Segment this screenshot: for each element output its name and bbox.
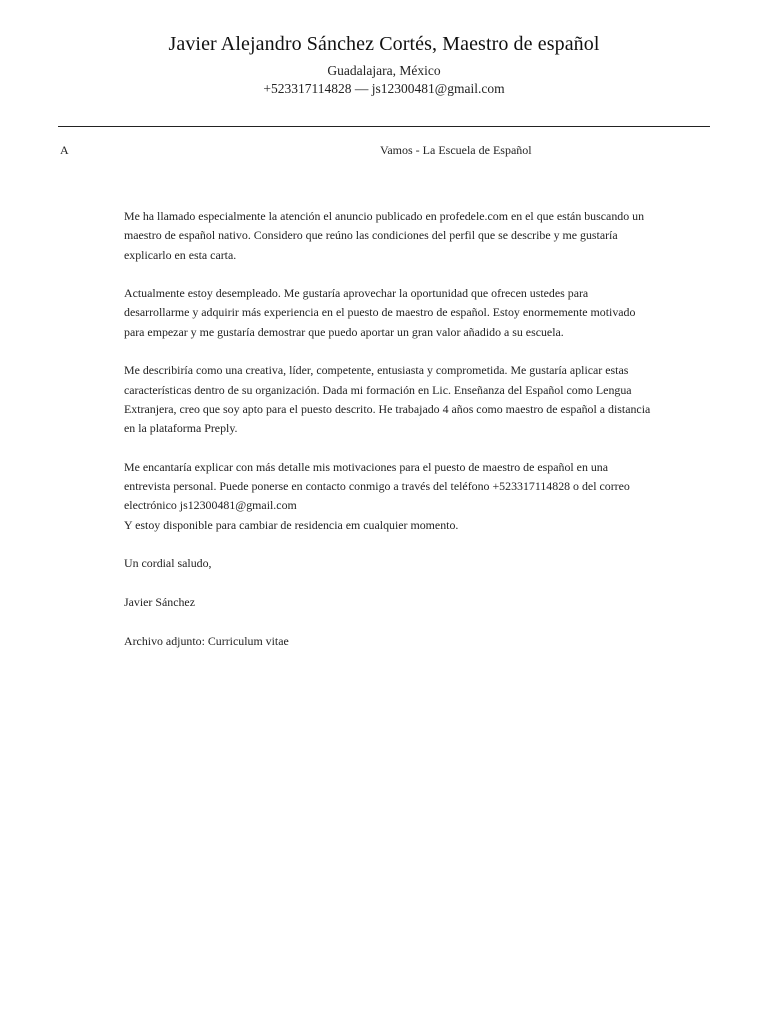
header-divider bbox=[58, 126, 710, 127]
sender-location: Guadalajara, México bbox=[327, 63, 441, 78]
sender-contact: +523317114828 — js12300481@gmail.com bbox=[263, 81, 505, 96]
recipient-row bbox=[58, 142, 710, 160]
letter-closing: Un cordial saludo, bbox=[124, 556, 212, 571]
sender-name: Javier Alejandro Sánchez Cortés, Maestro de español bbox=[168, 33, 600, 55]
letter-paragraph-1: Me ha llamado especialmente la atención el anuncio publicado en profedele.com en el que están buscando un maestro de español nativo. Considero que reúno las condiciones del perfil que se describe y me gustaría explicarlo en esta carta. bbox=[124, 209, 645, 262]
letter-paragraph-5: Y estoy disponible para cambiar de residencia em cualquier momento. bbox=[124, 517, 459, 532]
letter-signature: Javier Sánchez bbox=[124, 594, 195, 609]
letter-paragraph-3: Me describiría como una creativa, líder, competente, entusiasta y comprometida. Me gustaría aplicar estas características dentro de su organización. Dada mi formación en Lic. Enseñanza del Español como Lengua Extranjera, creo que soy apto para el puesto descrito. He trabajado 4 años como maestro de español a distancia en la plataforma Preply. bbox=[124, 363, 651, 436]
recipient-to-label: A bbox=[60, 143, 69, 157]
letter-attachment: Archivo adjunto: Curriculum vitae bbox=[124, 633, 289, 648]
letter-paragraph-2: Actualmente estoy desempleado. Me gustaría aprovechar la oportunidad que ofrecen ustedes para desarrollarme y adquirir más experiencia en el puesto de maestro de español. Estoy enormemente motivado para empezar y me gustaría demostrar que puedo aportar un gran valor añadido a su escuela. bbox=[124, 286, 636, 339]
letter-header bbox=[0, 30, 768, 98]
letter-body bbox=[124, 207, 654, 670]
recipient-company: Vamos - La Escuela de Español bbox=[380, 143, 532, 157]
letter-paragraph-4: Me encantaría explicar con más detalle mis motivaciones para el puesto de maestro de español en una entrevista personal. Puede ponerse en contacto conmigo a través del teléfono +523317114828 o del correo electrónico js12300481@gmail.com bbox=[124, 459, 630, 513]
